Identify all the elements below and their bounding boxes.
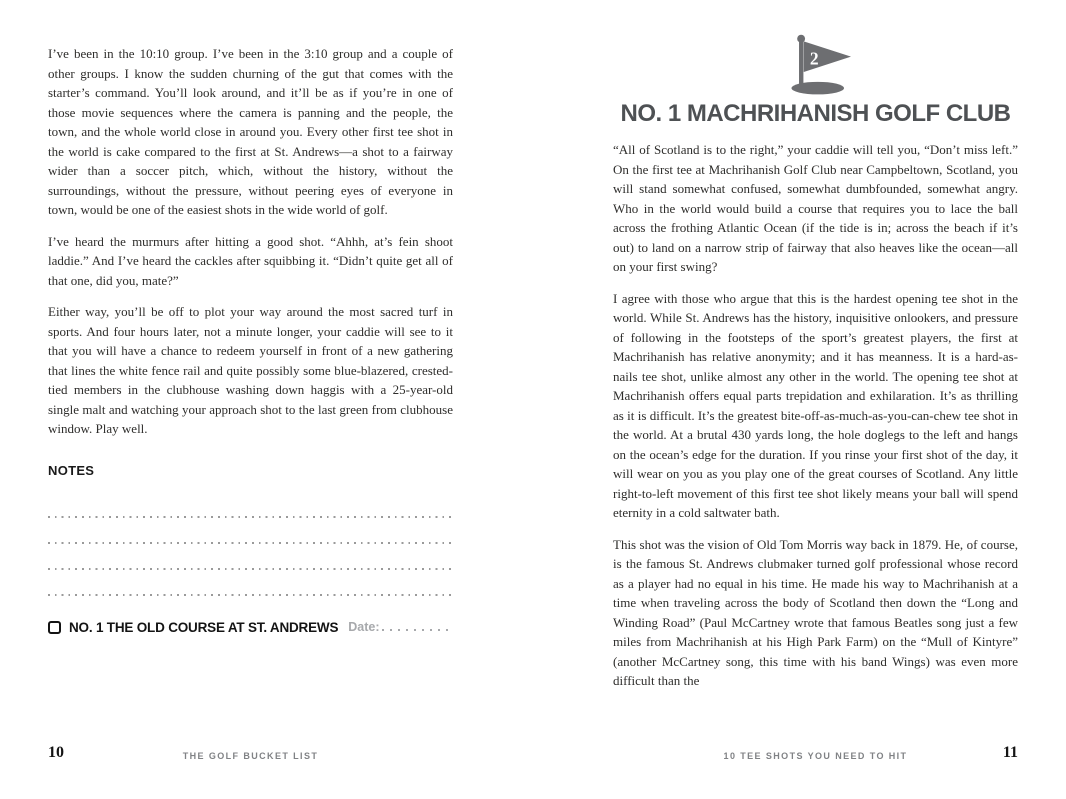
right-page [613, 33, 1018, 691]
notes-line [48, 594, 453, 596]
notes-line [48, 542, 453, 544]
notes-line [48, 516, 453, 518]
flag-number: 2 [809, 48, 819, 69]
body-paragraph: I’ve been in the 10:10 group. I’ve been in the 3:10 group and a couple of other groups. I know the sudden churning of the gut that comes with the starter’s command. You’ll look around, and it’ll be as if you’re in one of those movie sequences where the camera is panning and the people, the town, and the whole world close in around you. Every other first tee shot in the world is cake compared to the first at St. Andrews—a shot to a fairway wider than a soccer pitch, which, without the history, without the surroundings, without the pressure, without peering eyes of everyone in town, would be one of the easiest shots in the wide world of golf. [48, 46, 453, 217]
checklist-checkbox-icon[interactable] [48, 621, 61, 634]
body-paragraph: I’ve heard the murmurs after hitting a good shot. “Ahhh, at’s fein shoot laddie.” And I’ve heard the cackles after squibbing it. “Didn’t quite get all of that one, did you, mate?” [48, 233, 453, 288]
body-paragraph: “All of Scotland is to the right,” your caddie will tell you, “Don’t miss left.” On the first tee at Machrihanish Golf Club near Campbeltown, Scotland, you will stand somewhat confused, somewhat dumbfounded, somewhat angry. Who in the world would build a course that requires you to lace the ball across the frothing Atlantic Ocean (if the tide is in; across the beach if it’s out) to land on a narrow strip of fairway that also heaves like the ocean—all on your first swing? [613, 142, 1018, 274]
checklist-row [48, 620, 453, 635]
left-running-title: THE GOLF BUCKET LIST [182, 751, 319, 761]
date-dotted-line [382, 629, 453, 631]
golf-flag-icon [613, 33, 1018, 96]
notes-lines [48, 516, 453, 596]
right-page-number: 11 [1002, 744, 1018, 761]
left-page-number: 10 [48, 744, 64, 761]
date-label: Date: [348, 620, 380, 634]
right-page-body [613, 140, 1018, 691]
body-paragraph: This shot was the vision of Old Tom Morris way back in 1879. He, of course, is the famous St. Andrews clubmaker turned golf professional whose record as a player had no equal in his time. He made his way to Machrihanish at a time when traveling across the body of Scotland then down the “Long and Winding Road” (Paul McCartney wrote that famous Beatles song just a few miles from Machrihanish at his High Park Farm) on the “Mull of Kintyre” (another McCartney song, this time with his band Wings) was even more difficult than the [613, 536, 1018, 688]
right-running-title: 10 TEE SHOTS YOU NEED TO HIT [723, 751, 908, 761]
left-page-body [48, 44, 453, 439]
chapter-header [613, 33, 1018, 127]
notes-line [48, 568, 453, 570]
notes-heading: NOTES [48, 462, 95, 478]
body-paragraph: Either way, you’ll be off to plot your way around the most sacred turf in sports. And four hours later, not a minute longer, your caddie will see to it that you will have a chance to redeem yourself in front of a new gathering that lines the white fence rail and quite possibly some blue-blazered, crested-tied members in the clubhouse washing down haggis with a 25-year-old single malt and watching your approach shot to the last green from clubhouse window. Play well. [48, 304, 453, 436]
left-page [48, 44, 453, 635]
checklist-label: NO. 1 THE OLD COURSE AT ST. ANDREWS [69, 619, 339, 635]
chapter-title: NO. 1 MACHRIHANISH GOLF CLUB [620, 100, 1011, 127]
body-paragraph: I agree with those who argue that this is the hardest opening tee shot in the world. While St. Andrews has the history, inquisitive onlookers, and pressure of following in the footsteps of the sport’s greatest players, the first at Machrihanish has relative anonymity; and it has meanness. It is a hard-as-nails tee shot, unlike almost any other in the world. The opening tee shot at Machrihanish offers equal parts trepidation and exhilaration. It’s as thrilling as it is difficult. It’s the greatest bite-off-as-much-as-you-can-chew tee shot in the world. At a brutal 430 yards long, the hole doglegs to the left and hangs on the ocean’s edge for the duration. If you rinse your first shot of the day, it will wear on you as you play one of the great courses of Scotland. Any little right-to-left movement of this first tee shot likely means your ball will spend eternity in a cold saltwater bath. [613, 290, 1018, 520]
